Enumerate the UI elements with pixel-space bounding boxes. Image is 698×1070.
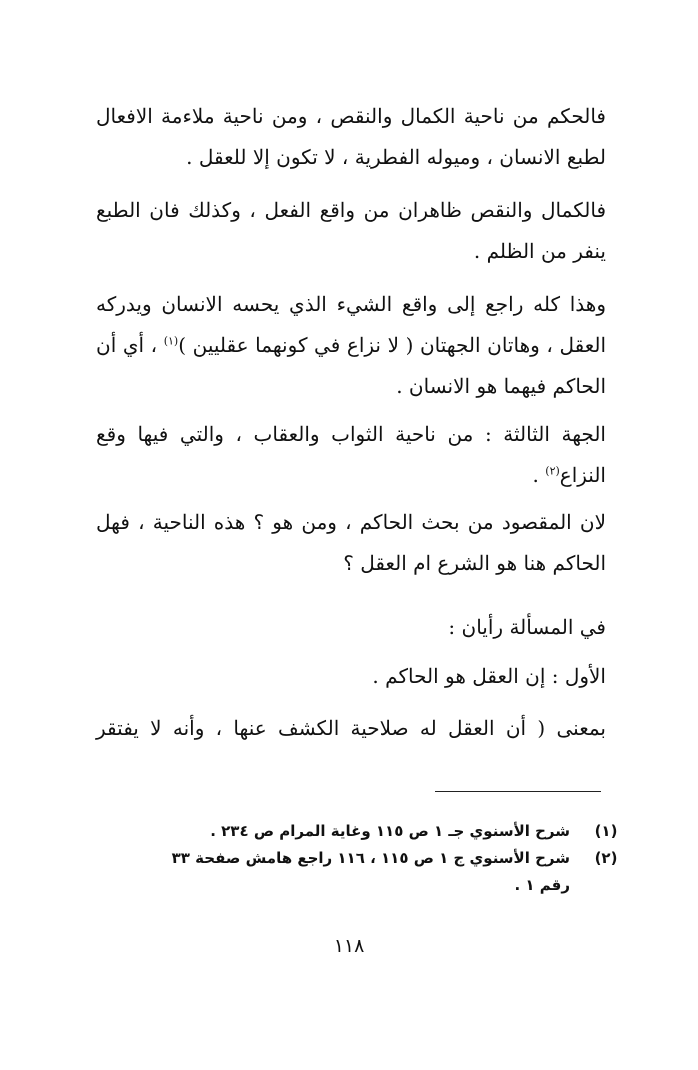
paragraph-line: ينفر من الظلم . — [473, 239, 606, 263]
paragraph-1 — [96, 96, 606, 178]
footnote-1 — [100, 818, 618, 845]
paragraph-6 — [96, 607, 606, 648]
paragraph-line — [96, 455, 606, 496]
footnote-2 — [100, 845, 618, 899]
page-number: ١١٨ — [333, 935, 365, 957]
paragraph-line: في المسألة رأيان : — [448, 615, 606, 639]
paragraph-line: فالحكم من ناحية الكمال والنقص ، ومن ناحية ملاءمة الافعال — [96, 104, 606, 128]
paragraph-text: العقل ، وهاتان الجهتان ( لا نزاع في كونهما عقليين ) — [178, 333, 607, 357]
paragraph-line: بمعنى ( أن العقل له صلاحية الكشف عنها ، وأنه لا يفتقر — [96, 716, 606, 740]
footnote-ref: (١) — [163, 334, 179, 348]
paragraph-8 — [96, 708, 606, 749]
paragraph-line: لان المقصود من بحث الحاكم ، ومن هو ؟ هذه الناحية ، فهل — [96, 510, 606, 534]
paragraph-7 — [96, 656, 606, 697]
footnote-ref: (٢) — [545, 464, 560, 478]
paragraph-line: فالكمال والنقص ظاهران من واقع الفعل ، وكذلك فان الطبع — [96, 198, 606, 222]
paragraph-line: لطبع الانسان ، وميوله الفطرية ، لا تكون إلا للعقل . — [186, 145, 606, 169]
footnotes — [100, 818, 618, 899]
paragraph-line — [96, 325, 606, 366]
footnote-separator — [435, 791, 601, 792]
footnote-text: شرح الأسنوي جـ ١ ص ١١٥ وغاية المرام ص ٢٣٤ . — [210, 822, 570, 840]
footnote-number: (١) — [594, 822, 618, 840]
paragraph-4 — [96, 414, 606, 496]
paragraph-line: الحاكم فيهما هو الانسان . — [396, 374, 606, 398]
paragraph-3 — [96, 284, 606, 407]
footnote-number: (٢) — [594, 849, 618, 867]
paragraph-text: النزاع — [559, 463, 606, 487]
footnote-text: شرح الأسنوي ج ١ ص ١١٥ ، ١١٦ راجع هامش صفحة ٣٣ — [171, 849, 570, 867]
paragraph-line: الجهة الثالثة : من ناحية الثواب والعقاب ، والتي فيها وقع — [96, 422, 606, 446]
paragraph-line: الأول : إن العقل هو الحاكم . — [372, 664, 606, 688]
paragraph-line: وهذا كله راجع إلى واقع الشيء الذي يحسه الانسان ويدركه — [96, 292, 606, 316]
paragraph-line: الحاكم هنا هو الشرع ام العقل ؟ — [343, 551, 606, 575]
paragraph-2 — [96, 190, 606, 272]
paragraph-5 — [96, 502, 606, 584]
paragraph-text: . — [532, 463, 539, 487]
footnote-continuation: رقم ١ . — [514, 876, 570, 894]
paragraph-text: ، أي أن — [96, 333, 158, 357]
